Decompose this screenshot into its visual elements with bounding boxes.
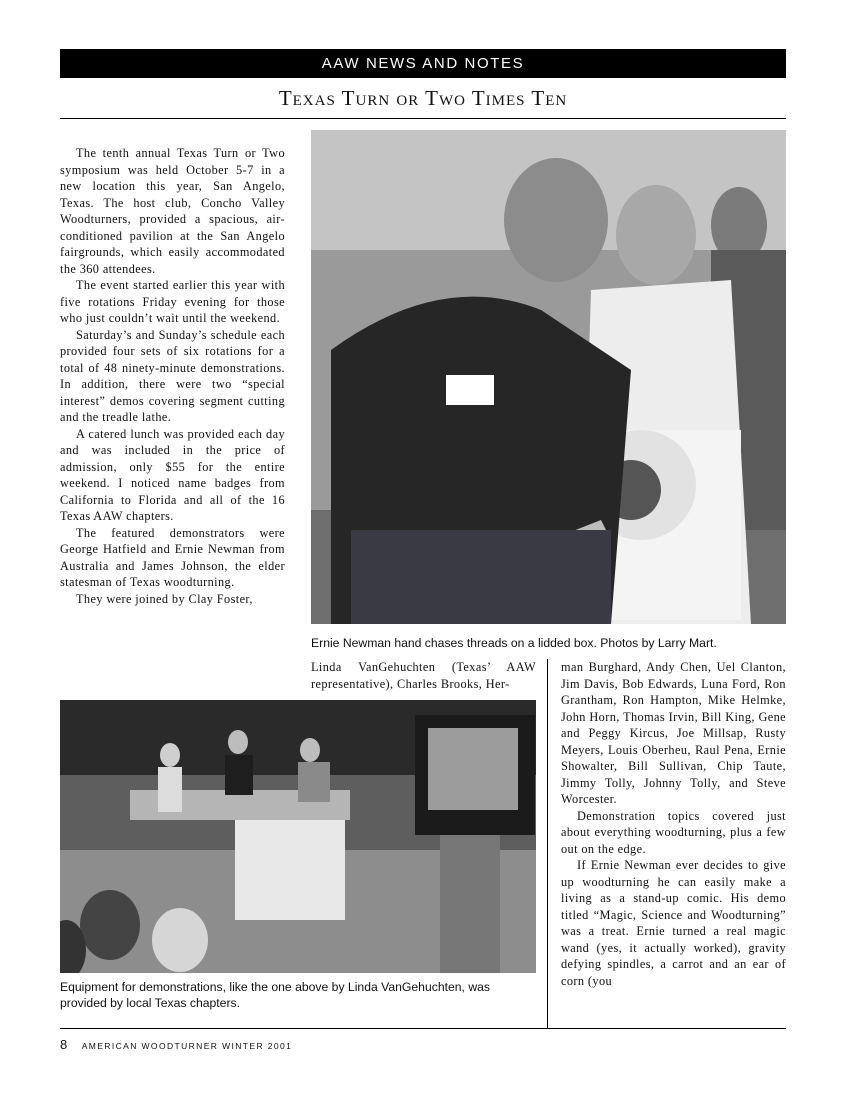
paragraph: A catered lunch was provided each day and was included in the price of admission, only $55 for the entire weekend. I noticed name badges from California to Florida and all of the 16 Texas AAW chapters. [60, 426, 285, 523]
title-rule [60, 118, 786, 119]
paragraph: Linda VanGehuchten (Texas’ AAW representative), Charles Brooks, Her- [311, 660, 536, 691]
article-column-2 [311, 659, 536, 692]
paragraph: If Ernie Newman ever decides to give up woodturning he can easily make a living as a stand-up comic. His demo titled “Magic, Science and Woodturning” was a treat. Ernie turned a real magic wand (yes, it actually worked), gravity defying spindles, a carrot and an ear of corn (you [561, 858, 786, 988]
section-banner [60, 49, 786, 78]
bottom-photo-caption: Equipment for demonstrations, like the one above by Linda VanGehuchten, was provided by local Texas chapters. [60, 980, 490, 1010]
paragraph: The featured demonstrators were George Hatfield and Ernie Newman from Australia and James Johnson, the elder statesman of Texas woodturning. [60, 525, 285, 589]
photo-ernie-newman [311, 130, 786, 624]
paragraph: They were joined by Clay Foster, [76, 591, 253, 606]
paragraph: man Burghard, Andy Chen, Uel Clanton, Jim Davis, Bob Edwards, Luna Ford, Ron Grantham, Ron Hampton, Mike Helmke, John Horn, Thomas Irvin, Bill King, Gene and Peggy Kircus, Joe Millsap, Rusty Meyers, Louis Oberheu, Raul Pena, Ernie Showalter, Bill Sullivan, Chip Taute, Jimmy Tolly, Johnny Tolly, and Steve Worcester. [561, 660, 786, 806]
top-photo-caption: Ernie Newman hand chases threads on a lidded box. Photos by Larry Mart. [311, 636, 717, 650]
footer-rule [60, 1028, 786, 1029]
page-number: 8 [60, 1037, 68, 1052]
column-divider [547, 659, 548, 1028]
paragraph: Saturday’s and Sunday’s schedule each provided four sets of six rotations for a total of 48 ninety-minute demonstrations. In addition, there were two “special interest” demos covering segment cutting and the treadle lathe. [60, 327, 285, 424]
magazine-issue: AMERICAN WOODTURNER WINTER 2001 [81, 1041, 293, 1051]
article-title: Texas Turn or Two Times Ten [278, 86, 568, 110]
page-footer [60, 1036, 292, 1054]
paragraph: Demonstration topics covered just about everything woodturning, plus a few out on the edge. [561, 808, 786, 856]
article-column-3 [561, 659, 786, 989]
photo-demo-equipment [60, 700, 536, 973]
paragraph: The event started earlier this year with five rotations Friday evening for those who just couldn’t wait until the weekend. [60, 278, 285, 325]
article-column-1 [60, 145, 285, 607]
section-label: AAW NEWS AND NOTES [321, 55, 525, 72]
paragraph: The tenth annual Texas Turn or Two symposium was held October 5-7 in a new location this year, San Angelo, Texas. The host club, Concho Valley Woodturners, provided a spacious, air-conditioned pavilion at the San Angelo fairgrounds, which easily accommodated the 360 attendees. [60, 146, 285, 276]
